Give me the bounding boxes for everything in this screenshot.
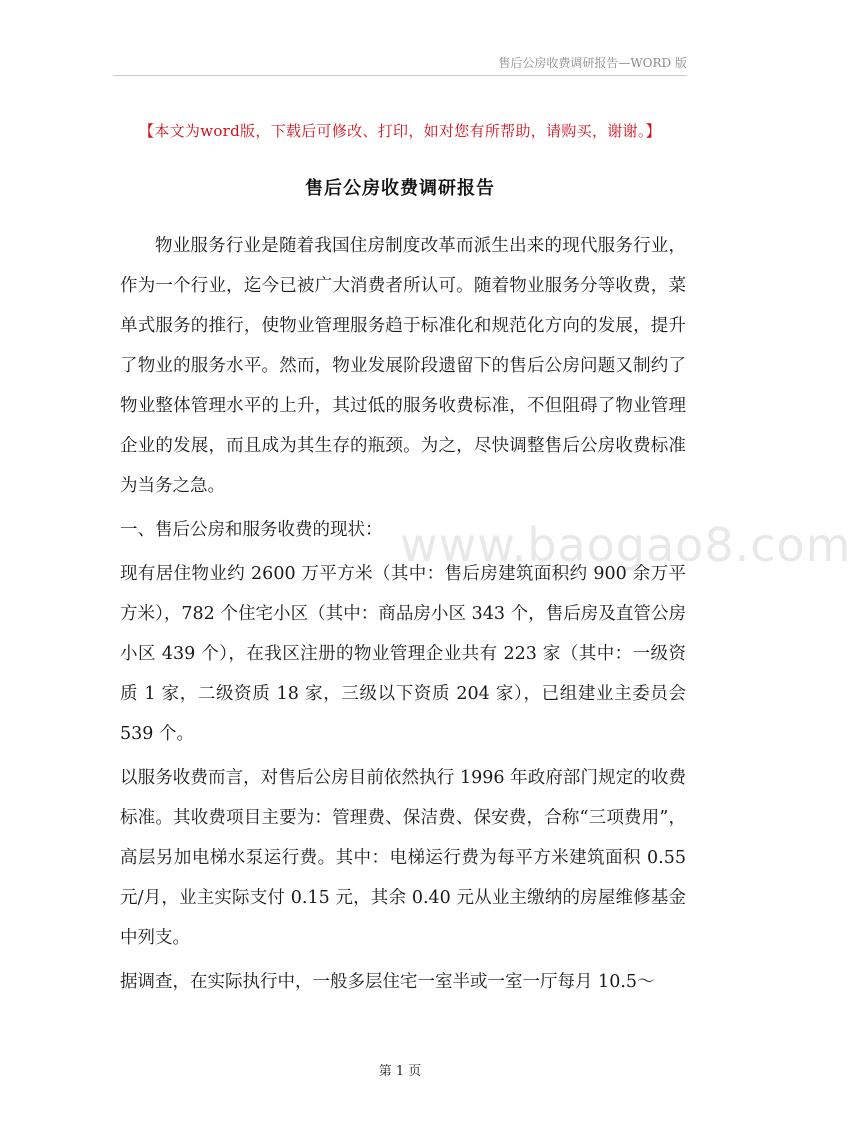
page-header: 售后公房收费调研报告—WORD 版 xyxy=(498,56,687,70)
paragraph-statistics: 现有居住物业约 2600 万平方米（其中：售后房建筑面积约 900 余万平方米），782 个住宅小区（其中：商品房小区 343 个，售后房及直管公房小区 439 个），在我区注册的物业管理企业共有 223 家（其中：一级资质 1 家，二级资质 18 家，三级以下资质 204 家），已组建业主委员会 539 个。 xyxy=(120,564,686,744)
document-title: 售后公房收费调研报告 xyxy=(305,178,495,199)
watermark: www.baogao8.com xyxy=(400,518,851,572)
paragraph-fee-standard: 以服务收费而言，对售后公房目前依然执行 1996 年政府部门规定的收费标准。其收费项目主要为：管理费、保洁费、保安费，合称“三项费用”，高层另加电梯水泵运行费。其中：电梯运行费为每平方米建筑面积 0.55 元/月，业主实际支付 0.15 元，其余 0.40 元从业主缴纳的房屋维修基金中列支。 xyxy=(120,768,686,948)
purchase-notice: 【本文为word版，下载后可修改、打印，如对您有所帮助，请购买，谢谢。】 xyxy=(139,122,661,140)
page-number: 第 1 页 xyxy=(378,1064,422,1079)
paragraph-intro: 物业服务行业是随着我国住房制度改革而派生出来的现代服务行业，作为一个行业，迄今已被广大消费者所认可。随着物业服务分等收费，菜单式服务的推行，使物业管理服务趋于标准化和规范化方向的发展，提升了物业的服务水平。然而，物业发展阶段遗留下的售后公房问题又制约了物业整体管理水平的上升，其过低的服务收费标准，不但阻碍了物业管理企业的发展，而且成为其生存的瓶颈。为之，尽快调整售后公房收费标准为当务之急。 xyxy=(120,236,686,496)
document-body xyxy=(120,226,686,1006)
section-heading: 一、售后公房和服务收费的现状： xyxy=(120,520,383,540)
paragraph-survey: 据调查，在实际执行中，一般多层住宅一室半或一室一厅每月 10.5～ xyxy=(120,972,655,992)
header-divider xyxy=(113,75,687,76)
